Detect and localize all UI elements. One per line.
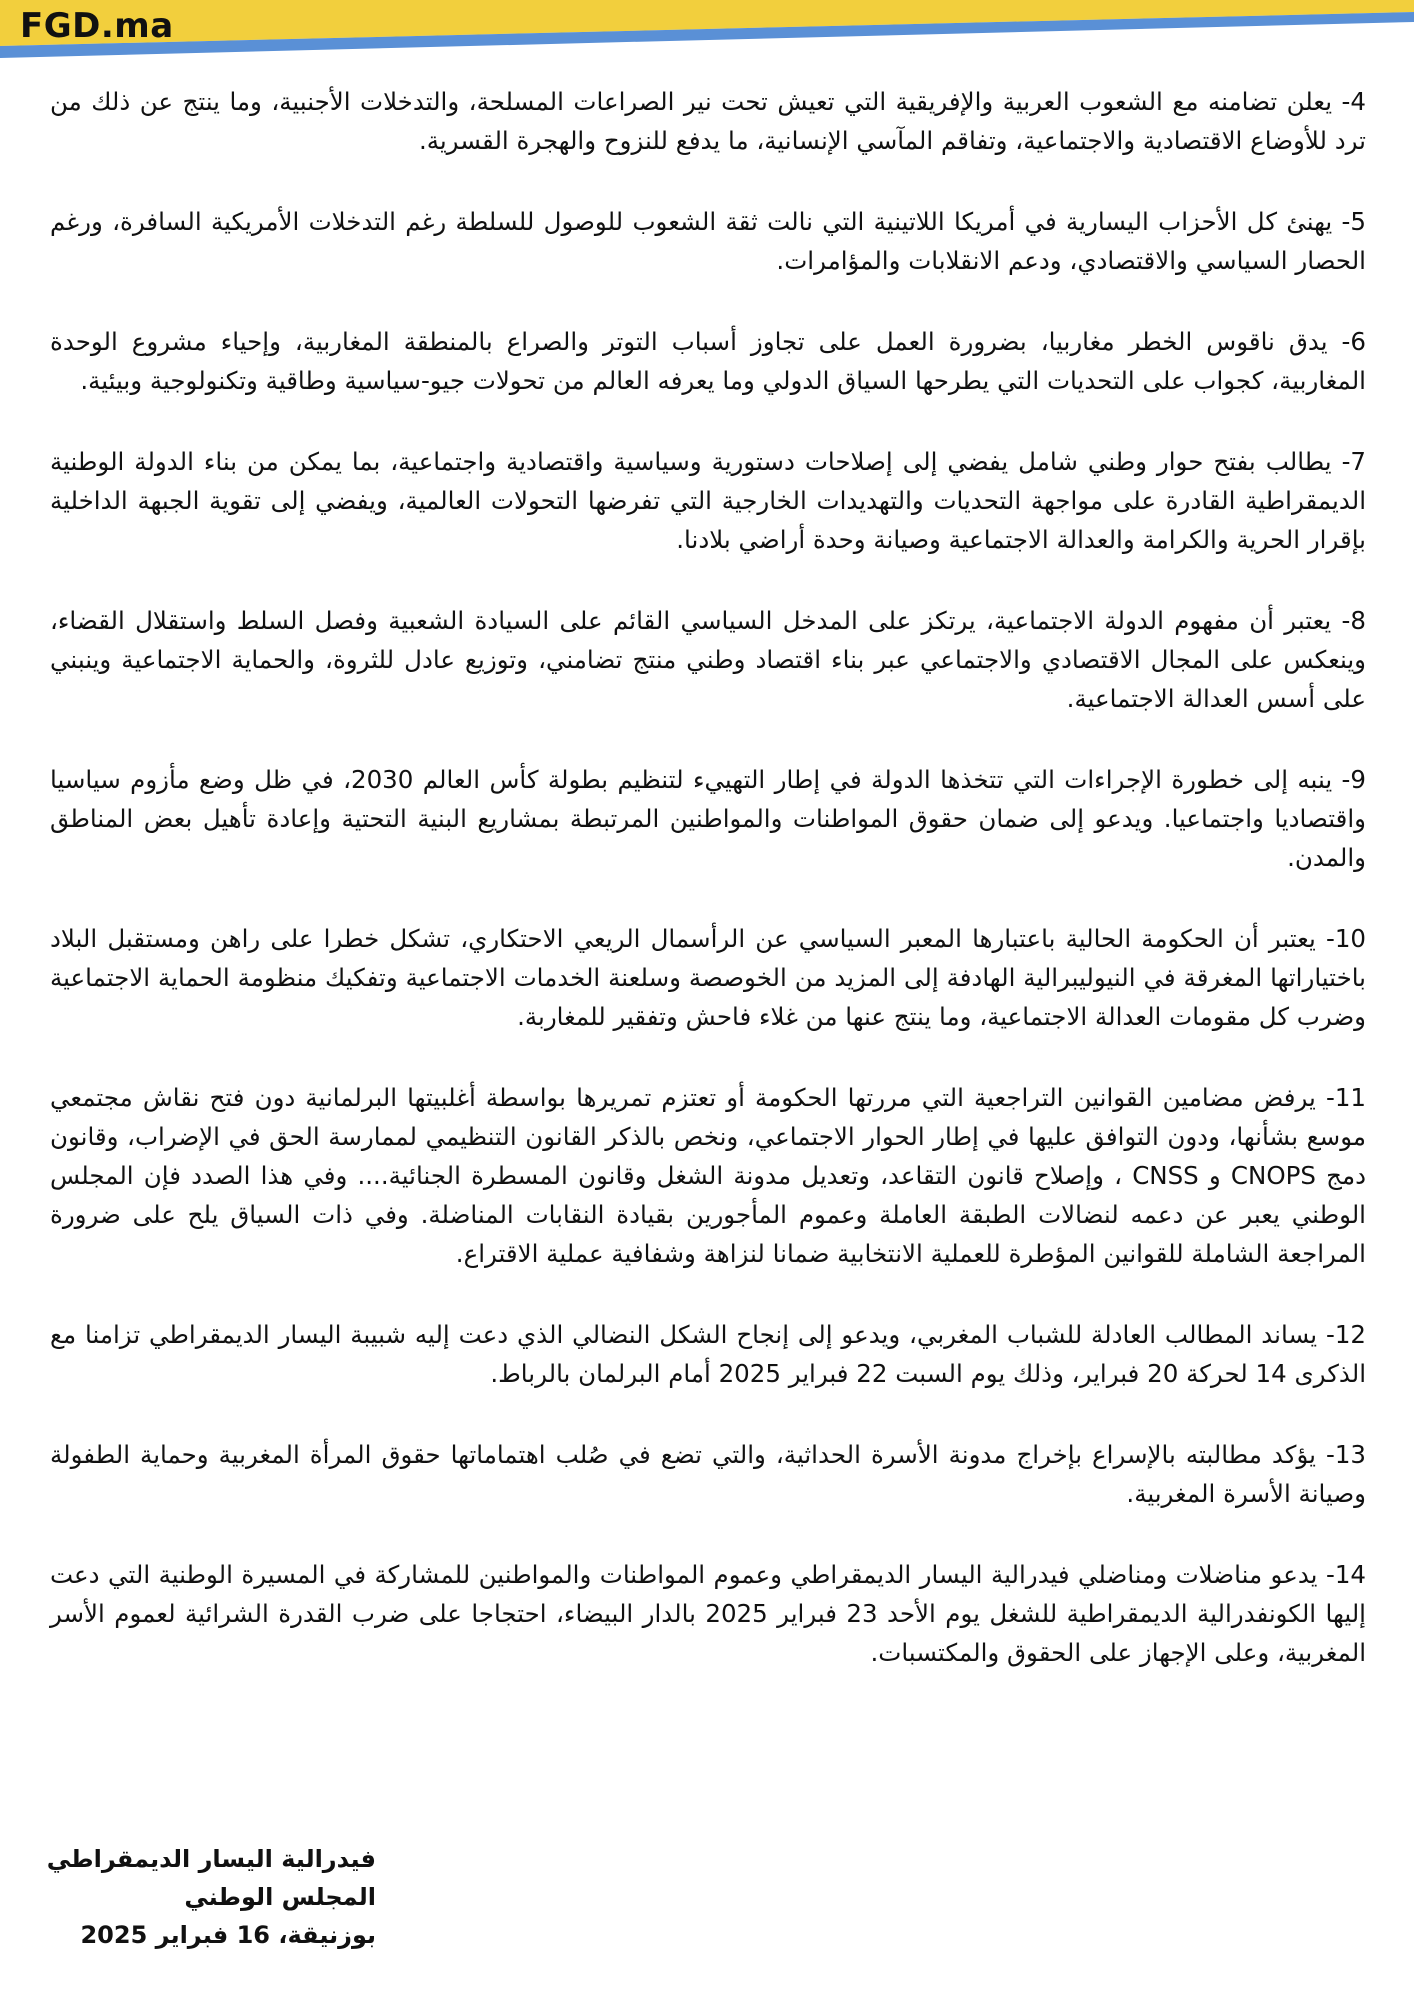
paragraph-item-13: 13- يؤكد مطالبته بالإسراع بإخراج مدونة الأسرة الحداثية، والتي تضع في صُلب اهتماماتها حقوق المرأة المغربية وحماية الطفولة وصيانة الأسرة المغربية.: [50, 1440, 1366, 1508]
paragraph-item-4: 4- يعلن تضامنه مع الشعوب العربية والإفريقية التي تعيش تحت نير الصراعات المسلحة، والتدخلات الأجنبية، وما ينتج عن ذلك من ترد للأوضاع الاقتصادية والاجتماعية، وتفاقم المآسي الإنسانية، ما يدفع للنزوح والهجرة القسرية.: [50, 87, 1366, 155]
paragraph-item-6: 6- يدق ناقوس الخطر مغاربيا، بضرورة العمل على تجاوز أسباب التوتر والصراع بالمنطقة المغاربية، وإحياء مشروع الوحدة المغاربية، كجواب على التحديات التي يطرحها السياق الدولي وما يعرفه العالم من تحولات جيو-سياسية وطاقية وتكنولوجية وبيئية.: [50, 327, 1366, 395]
signature-block: [46, 1840, 376, 1954]
header-banner: [0, 0, 1414, 62]
paragraph-item-14: 14- يدعو مناضلات ومناضلي فيدرالية اليسار الديمقراطي وعموم المواطنات والمواطنين للمشاركة في المسيرة الوطنية التي دعت إليها الكونفدرالية الديمقراطية للشغل يوم الأحد 23 فبراير 2025 بالدار البيضاء، احتجاجا على ضرب القدرة الشرائية لعموم الأسر المغربية، وعلى الإجهاز على الحقوق والمكتسبات.: [50, 1560, 1366, 1667]
paragraph-item-8: 8- يعتبر أن مفهوم الدولة الاجتماعية، يرتكز على المدخل السياسي القائم على السيادة الشعبية وفصل السلط واستقلال القضاء، وينعكس على المجال الاقتصادي والاجتماعي عبر بناء اقتصاد وطني منتج تضامني، وتوزيع عادل للثروة، والحماية الاجتماعية وينبني على أسس العدالة الاجتماعية.: [50, 606, 1366, 713]
signature-organization: فيدرالية اليسار الديمقراطي: [46, 1845, 376, 1873]
paragraph-item-10: 10- يعتبر أن الحكومة الحالية باعتبارها المعبر السياسي عن الرأسمال الريعي الاحتكاري، تشكل خطرا على راهن ومستقبل البلاد باختياراتها المغرقة في النيوليبرالية الهادفة إلى المزيد من الخوصصة وسلعنة الخدمات الاجتماعية وتفكيك منظومة الحماية الاجتماعية وضرب كل مقومات العدالة الاجتماعية، وما ينتج عنها من غلاء فاحش وتفقير للمغاربة.: [50, 924, 1366, 1031]
statement-body: [50, 82, 1366, 1714]
paragraph-item-12: 12- يساند المطالب العادلة للشباب المغربي، ويدعو إلى إنجاح الشكل النضالي الذي دعت إليه شبيبة اليسار الديمقراطي تزامنا مع الذكرى 14 لحركة 20 فبراير، وذلك يوم السبت 22 فبراير 2025 أمام البرلمان بالرباط.: [50, 1320, 1366, 1388]
paragraph-item-7: 7- يطالب بفتح حوار وطني شامل يفضي إلى إصلاحات دستورية وسياسية واقتصادية واجتماعية، بما يمكن من بناء الدولة الوطنية الديمقراطية القادرة على مواجهة التحديات والتهديدات الخارجية التي تفرضها التحولات العالمية، ويفضي إلى تقوية الجبهة الداخلية بإقرار الحرية والكرامة والعدالة الاجتماعية وصيانة وحدة أراضي بلادنا.: [50, 447, 1366, 554]
paragraph-item-11: 11- يرفض مضامين القوانين التراجعية التي مررتها الحكومة أو تعتزم تمريرها بواسطة أغلبيتها البرلمانية دون فتح نقاش مجتمعي موسع بشأنها، ودون التوافق عليها في إطار الحوار الاجتماعي، ونخص بالذكر القانون التنظيمي لممارسة الحق في الإضراب، وقانون دمج CNOPS و CNSS ، وإصلاح قانون التقاعد، وتعديل مدونة الشغل وقانون المسطرة الجنائية.... وفي هذا الصدد فإن المجلس الوطني يعبر عن دعمه لنضالات الطبقة العاملة وعموم المأجورين بقيادة النقابات المناضلة. وفي ذات السياق يلح على ضرورة المراجعة الشاملة للقوانين المؤطرة للعملية الانتخابية ضمانا لنزاهة وشفافية عملية الاقتراع.: [50, 1083, 1366, 1268]
signature-council: المجلس الوطني: [184, 1883, 376, 1911]
paragraph-item-9: 9- ينبه إلى خطورة الإجراءات التي تتخذها الدولة في إطار التهييء لتنظيم بطولة كأس العالم 2030، في ظل وضع مأزوم سياسيا واقتصاديا واجتماعيا. ويدعو إلى ضمان حقوق المواطنات والمواطنين المرتبطة بمشاريع البنية التحتية وإعادة تأهيل بعض المناطق والمدن.: [50, 765, 1366, 872]
signature-place-date: بوزنيقة، 16 فبراير 2025: [80, 1921, 376, 1949]
paragraph-item-5: 5- يهنئ كل الأحزاب اليسارية في أمريكا اللاتينية التي نالت ثقة الشعوب للوصول للسلطة رغم التدخلات الأمريكية السافرة، ورغم الحصار السياسي والاقتصادي، ودعم الانقلابات والمؤامرات.: [50, 207, 1366, 275]
site-logo-text[interactable]: FGD.ma: [20, 6, 174, 46]
